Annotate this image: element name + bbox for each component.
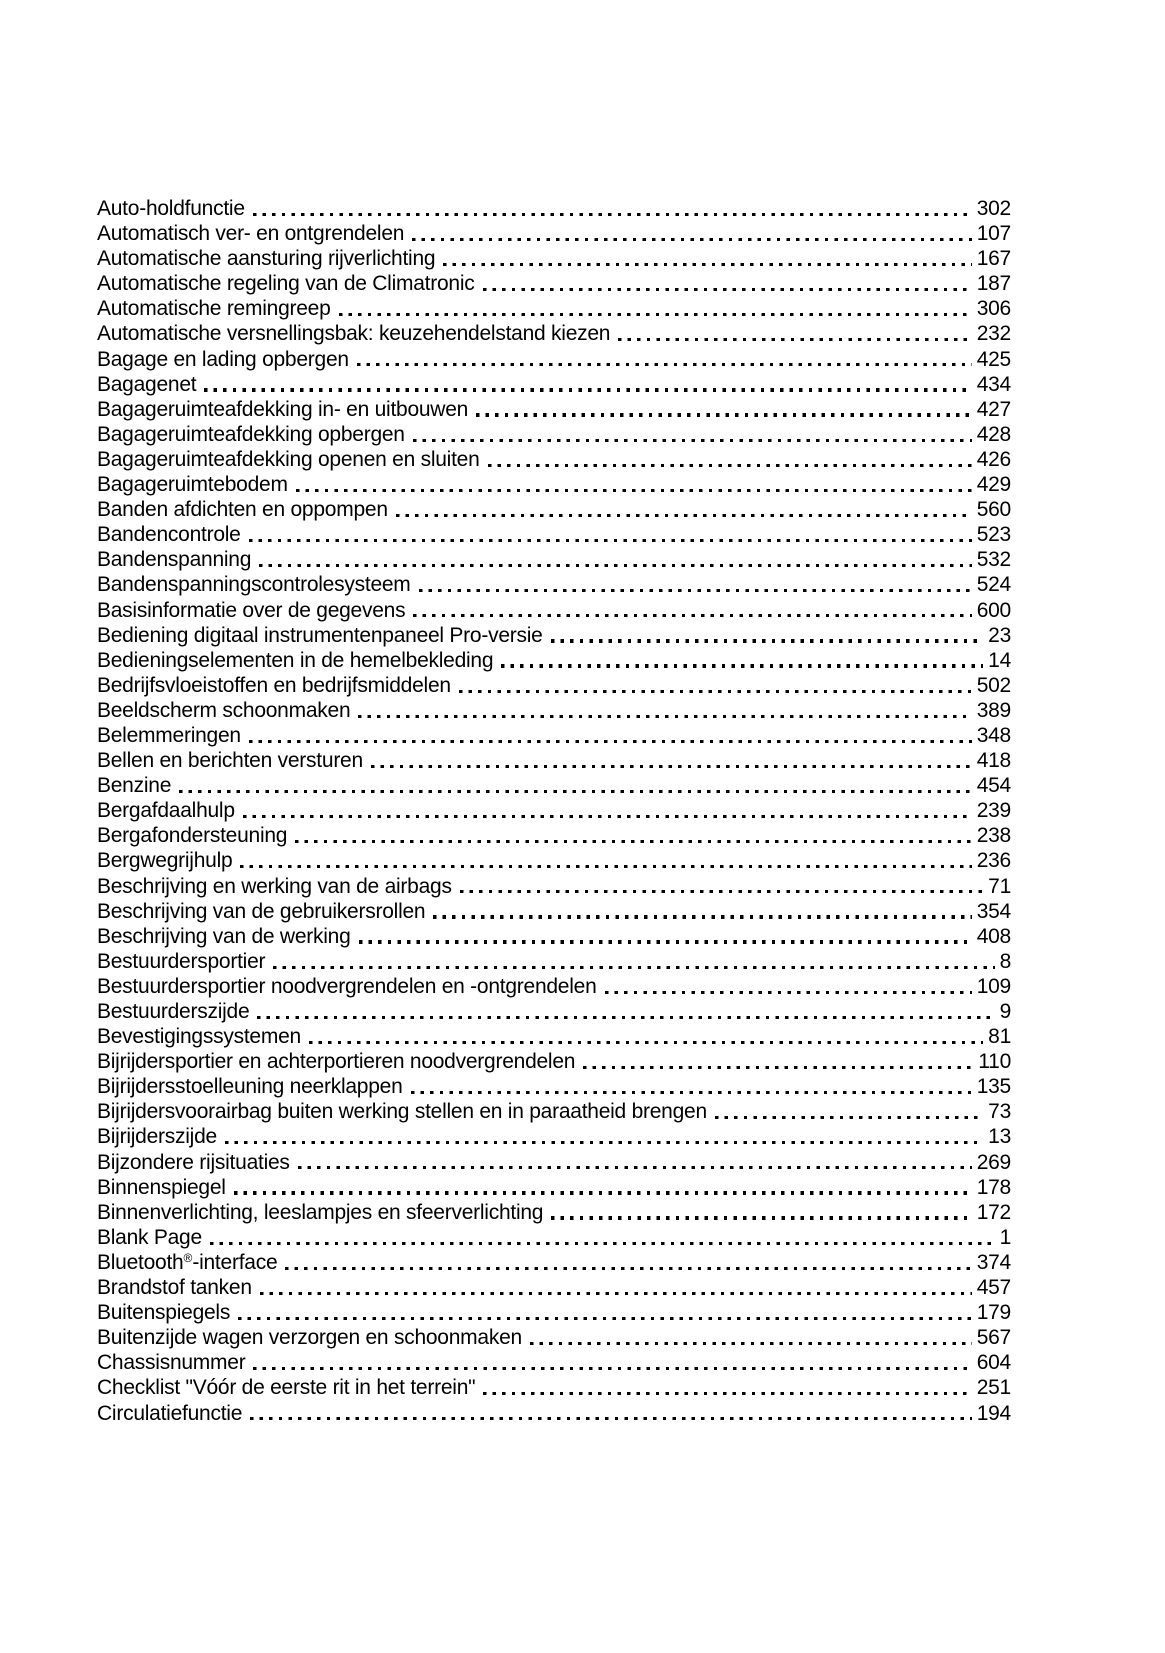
dot-leader (396, 514, 972, 517)
entry-page: 232 (976, 322, 1011, 346)
entry-title: Bandencontrole (97, 523, 241, 547)
toc-entry (97, 924, 1011, 949)
dot-leader (249, 740, 972, 743)
toc-entry (97, 623, 1011, 648)
toc-entry (97, 798, 1011, 823)
entry-title: Benzine (97, 774, 172, 798)
entry-title: Automatische versnellingsbak: keuzehendelstand kiezen (97, 322, 611, 346)
toc-entry (97, 572, 1011, 597)
entry-page: 434 (976, 372, 1011, 396)
entry-page: 600 (976, 598, 1011, 622)
dot-leader (488, 464, 972, 467)
dot-leader (433, 915, 971, 918)
dot-leader (476, 413, 972, 416)
entry-title: Binnenverlichting, leeslampjes en sfeerverlichting (97, 1200, 544, 1224)
entry-page: 426 (976, 447, 1011, 471)
toc-entry (97, 1401, 1011, 1426)
entry-page: 429 (976, 473, 1011, 497)
toc-entry (97, 422, 1011, 447)
entry-title: Bagagenet (97, 372, 197, 396)
toc-entry (97, 397, 1011, 422)
dot-leader (259, 564, 972, 567)
entry-page: 1 (999, 1225, 1011, 1249)
entry-page: 454 (976, 774, 1011, 798)
toc-entry (97, 472, 1011, 497)
entry-title: Beschrijving van de gebruikersrollen (97, 899, 426, 923)
dot-leader (413, 614, 971, 617)
entry-title: Bijrijdersstoelleuning neerklappen (97, 1075, 403, 1099)
entry-page: 8 (999, 949, 1011, 973)
entry-page: 179 (976, 1301, 1011, 1325)
dot-leader (257, 1016, 994, 1019)
entry-page: 502 (976, 673, 1011, 697)
entry-title: Automatisch ver- en ontgrendelen (97, 222, 405, 246)
entry-page: 269 (976, 1150, 1011, 1174)
toc-entry (97, 347, 1011, 372)
entry-page: 427 (976, 397, 1011, 421)
entry-title: Bagageruimtebodem (97, 473, 288, 497)
entry-page: 135 (976, 1075, 1011, 1099)
entry-page: 172 (976, 1200, 1011, 1224)
entry-page: 374 (976, 1250, 1011, 1274)
dot-leader (411, 1091, 972, 1094)
dot-leader (605, 991, 972, 994)
toc-entry (97, 497, 1011, 522)
dot-leader (285, 1267, 971, 1270)
entry-page: 13 (988, 1125, 1011, 1149)
entry-page: 302 (976, 197, 1011, 220)
dot-leader (253, 213, 972, 216)
entry-title: Bluetooth®-interface (97, 1250, 278, 1274)
dot-leader (501, 664, 983, 667)
dot-leader (460, 890, 983, 893)
dot-leader (240, 865, 971, 868)
toc-entry (97, 723, 1011, 748)
entry-title: Banden afdichten en oppompen (97, 498, 388, 522)
entry-title: Binnenspiegel (97, 1175, 226, 1199)
dot-leader (179, 790, 972, 793)
toc-entry (97, 848, 1011, 873)
entry-title: Bagageruimteafdekking opbergen (97, 422, 405, 446)
entry-page: 457 (976, 1276, 1011, 1300)
entry-page: 110 (978, 1050, 1011, 1074)
toc-entry (97, 1099, 1011, 1124)
dot-leader (243, 815, 972, 818)
dot-leader (298, 1166, 972, 1169)
toc-entry (97, 196, 1011, 221)
toc-entry (97, 1275, 1011, 1300)
toc-entry (97, 874, 1011, 899)
entry-page: 389 (976, 698, 1011, 722)
entry-title: Bedieningselementen in de hemelbekleding (97, 648, 494, 672)
entry-page: 81 (988, 1025, 1011, 1049)
dot-leader (339, 313, 972, 316)
toc-entry (97, 698, 1011, 723)
dot-leader (249, 539, 972, 542)
entry-title: Bagageruimteafdekking in- en uitbouwen (97, 397, 469, 421)
entry-title: Beschrijving van de werking (97, 924, 351, 948)
toc-entry (97, 1074, 1011, 1099)
dot-leader (250, 1417, 972, 1420)
toc-entry (97, 1200, 1011, 1225)
toc-entry (97, 1024, 1011, 1049)
dot-leader (551, 639, 984, 642)
toc-entry (97, 899, 1011, 924)
dot-leader (443, 263, 971, 266)
dot-leader (618, 338, 971, 341)
dot-leader (357, 363, 972, 366)
entry-title: Bagageruimteafdekking openen en sluiten (97, 447, 480, 471)
toc-entry (97, 949, 1011, 974)
entry-page: 14 (988, 648, 1011, 672)
entry-page: 9 (999, 1000, 1011, 1023)
dot-leader (273, 966, 994, 969)
dot-leader (210, 1242, 995, 1245)
entry-title: Bestuurdersportier (97, 949, 266, 973)
dot-leader (412, 238, 972, 241)
toc-entry (97, 598, 1011, 623)
toc-entry (97, 547, 1011, 572)
toc-entry (97, 246, 1011, 271)
entry-title: Buitenzijde wagen verzorgen en schoonmaken (97, 1326, 522, 1350)
toc-entry (97, 1150, 1011, 1175)
toc-entry (97, 748, 1011, 773)
dot-leader (359, 940, 972, 943)
toc-entry (97, 296, 1011, 321)
dot-leader (204, 388, 971, 391)
toc-entry (97, 999, 1011, 1024)
toc-entry (97, 673, 1011, 698)
toc-entry (97, 1375, 1011, 1400)
entry-page: 238 (976, 824, 1011, 848)
dot-leader (419, 589, 972, 592)
toc-entry (97, 1225, 1011, 1250)
entry-title: Beeldscherm schoonmaken (97, 698, 351, 722)
entry-page: 428 (976, 422, 1011, 446)
toc-entry (97, 447, 1011, 472)
entry-page: 418 (976, 749, 1011, 773)
entry-title: Belemmeringen (97, 723, 241, 747)
dot-leader (530, 1342, 972, 1345)
entry-title: Basisinformatie over de gegevens (97, 598, 406, 622)
entry-title: Bedrijfsvloeistoffen en bedrijfsmiddelen (97, 673, 451, 697)
entry-page: 604 (976, 1351, 1011, 1375)
entry-title: Circulatiefunctie (97, 1401, 243, 1425)
entry-title: Bijrijdersvoorairbag buiten werking stellen en in paraatheid brengen (97, 1100, 707, 1124)
dot-leader (413, 439, 972, 442)
toc-entry (97, 1175, 1011, 1200)
dot-leader (260, 1292, 972, 1295)
entry-title: Bevestigingssystemen (97, 1025, 301, 1049)
toc-entry (97, 823, 1011, 848)
toc-entry (97, 522, 1011, 547)
dot-leader (358, 715, 971, 718)
entry-page: 23 (988, 623, 1011, 647)
entry-page: 408 (976, 924, 1011, 948)
toc-entry (97, 1049, 1011, 1074)
entry-title: Blank Page (97, 1225, 202, 1249)
entry-title: Bijzondere rijsituaties (97, 1150, 290, 1174)
toc-entry (97, 221, 1011, 246)
entry-title: Bijrijderszijde (97, 1125, 217, 1149)
entry-title: Bagage en lading opbergen (97, 347, 349, 371)
entry-title: Bijrijdersportier en achterportieren noodvergrendelen (97, 1050, 576, 1074)
toc-entry (97, 271, 1011, 296)
toc-entry (97, 321, 1011, 346)
entry-title: Brandstof tanken (97, 1276, 252, 1300)
entry-page: 306 (976, 297, 1011, 321)
toc-list (97, 196, 1011, 1426)
dot-leader (551, 1216, 971, 1219)
entry-page: 425 (976, 347, 1011, 371)
entry-title: Bediening digitaal instrumentenpaneel Pro-versie (97, 623, 543, 647)
entry-page: 239 (976, 799, 1011, 823)
entry-page: 71 (988, 874, 1011, 898)
dot-leader (238, 1317, 972, 1320)
entry-title: Automatische aansturing rijverlichting (97, 247, 436, 271)
dot-leader (225, 1141, 983, 1144)
entry-page: 251 (976, 1376, 1011, 1400)
dot-leader (371, 765, 972, 768)
entry-page: 567 (976, 1326, 1011, 1350)
entry-page: 523 (976, 523, 1011, 547)
entry-title: Auto-holdfunctie (97, 197, 245, 220)
toc-entry (97, 974, 1011, 999)
entry-title: Bandenspanningscontrolesysteem (97, 573, 411, 597)
dot-leader (253, 1367, 971, 1370)
entry-title: Bergafondersteuning (97, 824, 288, 848)
entry-title: Bestuurdersportier noodvergrendelen en -ontgrendelen (97, 974, 597, 998)
toc-entry (97, 1325, 1011, 1350)
toc-entry (97, 648, 1011, 673)
dot-leader (234, 1191, 972, 1194)
toc-entry (97, 1300, 1011, 1325)
entry-title: Bandenspanning (97, 548, 252, 572)
dot-leader (483, 1392, 971, 1395)
entry-title: Bellen en berichten versturen (97, 749, 363, 773)
dot-leader (296, 489, 972, 492)
dot-leader (459, 690, 972, 693)
entry-page: 354 (976, 899, 1011, 923)
entry-page: 167 (976, 247, 1011, 271)
entry-title: Bestuurderszijde (97, 1000, 250, 1023)
entry-page: 187 (976, 272, 1011, 296)
dot-leader (309, 1041, 983, 1044)
dot-leader (483, 288, 972, 291)
toc-entry (97, 1350, 1011, 1375)
entry-title: Bergafdaalhulp (97, 799, 235, 823)
entry-title: Buitenspiegels (97, 1301, 231, 1325)
toc-entry (97, 1250, 1011, 1275)
dot-leader (295, 840, 971, 843)
entry-page: 73 (988, 1100, 1011, 1124)
entry-page: 348 (976, 723, 1011, 747)
registered-trademark-symbol: ® (183, 1250, 193, 1265)
entry-title: Automatische regeling van de Climatronic (97, 272, 475, 296)
entry-page: 194 (976, 1401, 1011, 1425)
entry-page: 560 (976, 498, 1011, 522)
entry-title: Checklist "Vóór de eerste rit in het terrein" (97, 1376, 476, 1400)
entry-page: 236 (976, 849, 1011, 873)
toc-entry (97, 1124, 1011, 1149)
dot-leader (583, 1066, 973, 1069)
entry-title: Beschrijving en werking van de airbags (97, 874, 452, 898)
toc-entry (97, 372, 1011, 397)
entry-page: 107 (976, 222, 1011, 246)
toc-entry (97, 773, 1011, 798)
entry-title: Chassisnummer (97, 1351, 246, 1375)
dot-leader (715, 1116, 983, 1119)
entry-page: 109 (976, 974, 1011, 998)
entry-title: Automatische remingreep (97, 297, 331, 321)
entry-title: Bergwegrijhulp (97, 849, 233, 873)
entry-page: 178 (976, 1175, 1011, 1199)
entry-page: 524 (976, 573, 1011, 597)
entry-page: 532 (976, 548, 1011, 572)
